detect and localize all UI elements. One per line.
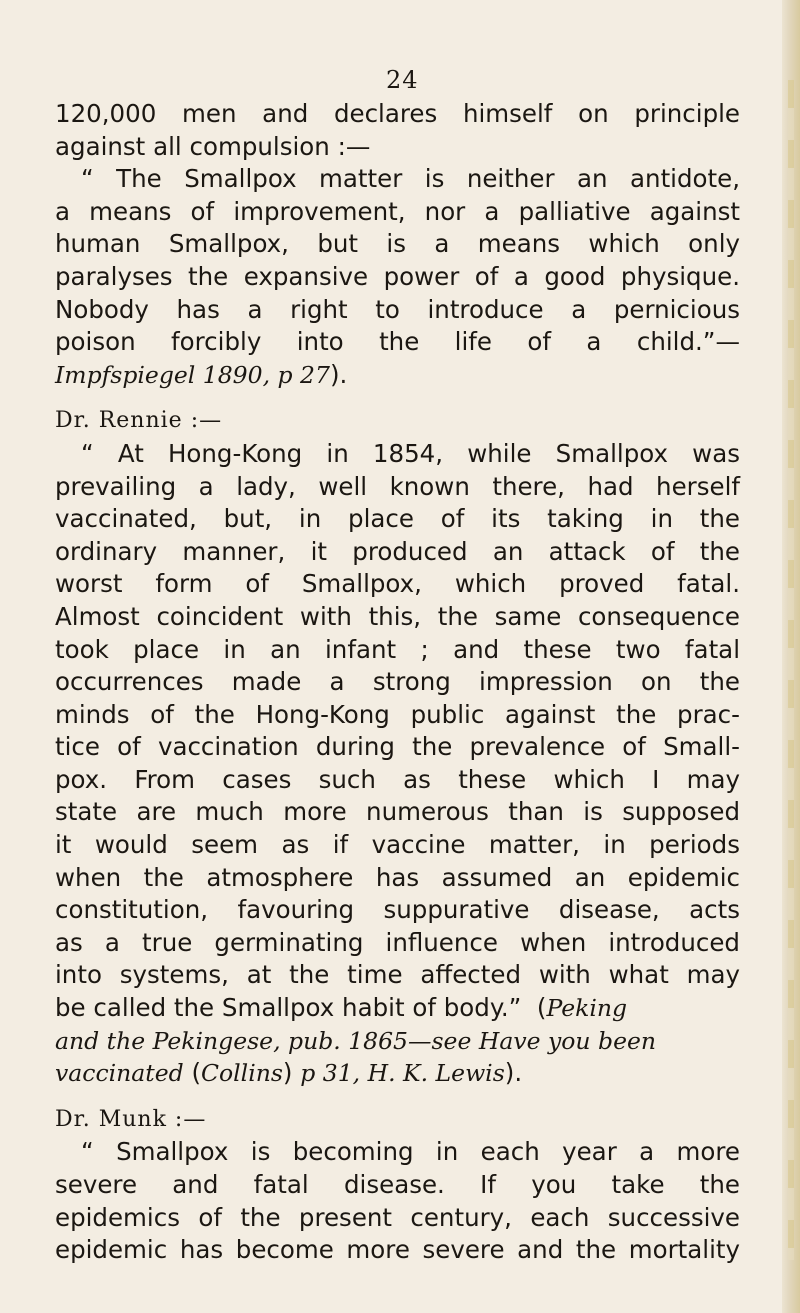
quote-line: tice of vaccination during the prevalence of Small- [55,732,740,762]
citation-line [55,359,740,392]
quote-line: a means of improvement, nor a palliative against [55,196,740,226]
citation-open: ( [536,993,547,1023]
quote-line: vaccinated, but, in place of its taking in the [55,504,740,534]
citation-source: vaccinated [55,1059,184,1088]
page-edge-shadow [782,0,800,1313]
citation-page: p 31, H. K. Lewis [300,1059,505,1088]
quote-line: “ The Smallpox matter is neither an antidote, [81,164,740,194]
quote-line: epidemic has become more severe and the mortality [55,1235,740,1265]
section-heading-rennie: Dr. Rennie :— [55,408,223,434]
page-number: 24 [386,66,419,94]
page-body [55,98,740,1267]
quote-line: Nobody has a right to introduce a pernicious [55,294,740,324]
citation-close: ). [504,1058,523,1088]
section-heading-munk: Dr. Munk :— [55,1106,207,1132]
text-line: against all compulsion :— [55,131,371,161]
quote-line: Almost coincident with this, the same consequence [55,601,740,631]
quote-line-with-citation [55,992,740,1025]
quote-line: took place in an infant ; and these two fatal [55,634,740,664]
citation-source: Peking [546,994,628,1023]
citation-line [55,1025,740,1058]
quote-line: poison forcibly into the life of a child.”— [55,327,740,357]
quote-line: “ Smallpox is becoming in each year a more [81,1137,740,1167]
citation-line: vaccinated (Collins) p 31, H. K. Lewis). [55,1058,523,1088]
quote-line: into systems, at the time affected with what may [55,960,740,990]
quote-line: “ At Hong-Kong in 1854, while Smallpox was [81,438,740,468]
citation-source: Impfspiegel 1890, p 27 [55,360,330,389]
citation-close: ). [329,359,348,389]
quote-line: it would seem as if vaccine matter, in periods [55,830,740,860]
quote-line: human Smallpox, but is a means which only [55,229,740,259]
quote-line: worst form of Smallpox, which proved fatal. [55,569,740,599]
quote-line: when the atmosphere has assumed an epidemic [55,862,740,892]
quote-line: severe and fatal disease. If you take the [55,1170,740,1199]
quote-line: pox. From cases such as these which I may [55,764,740,794]
text-line: 120,000 men and declares himself on principle [55,99,740,128]
quote-line: ordinary manner, it produced an attack of the [55,536,740,566]
quote-line: minds of the Hong-Kong public against the prac- [55,699,740,729]
quote-line: constitution, favouring suppurative disease, acts [55,895,740,925]
quote-line: as a true germinating influence when introduced [55,927,740,957]
quote-line: prevailing a lady, well known there, had herself [55,471,740,501]
quote-text: be called the Smallpox habit of body.” [55,993,522,1023]
citation-source: and the Pekingese, pub. 1865—see Have you been [55,1026,657,1055]
quote-line: occurrences made a strong impression on the [55,667,740,697]
quote-line: state are much more numerous than is supposed [55,797,740,827]
citation-publisher: Collins [201,1059,283,1088]
quote-line: epidemics of the present century, each successive [55,1202,740,1232]
quote-line: paralyses the expansive power of a good physique. [55,261,740,291]
